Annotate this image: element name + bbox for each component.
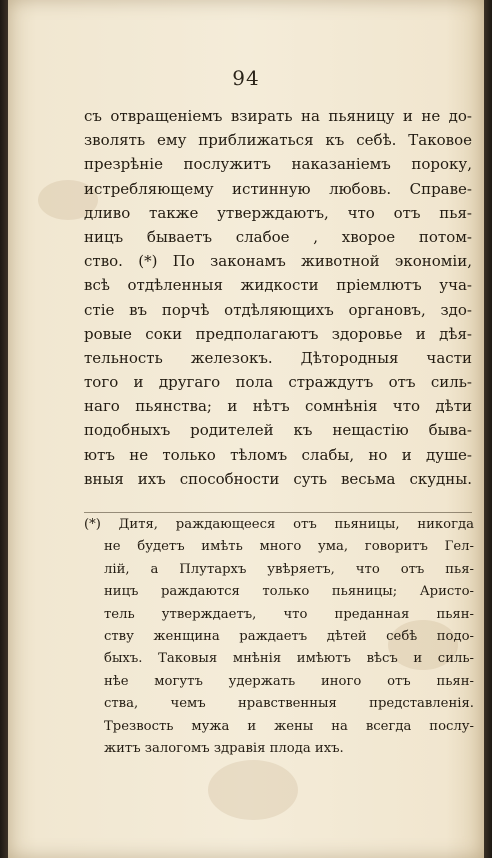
- footnote-line: быхъ. Таковыя мнѣнiя имѣютъ вѣсъ и силь-: [104, 651, 474, 667]
- footnote-line: Трезвость мужа и жены на всегда послу-: [104, 718, 474, 734]
- footnote-line: нѣе могутъ удержать иного отъ пьян-: [104, 673, 474, 689]
- text-line: подобныхъ родителей къ нещастiю быва-: [84, 421, 472, 440]
- footnote-line: не будетъ имѣть много ума, говоритъ Гел-: [104, 539, 474, 555]
- text-line: презрѣнiе послужитъ наказанiемъ пороку,: [84, 155, 472, 174]
- page-number: 94: [232, 66, 260, 90]
- text-line: вныя ихъ способности суть весьма скудны.: [84, 469, 472, 488]
- text-line: зволять ему приближаться къ себѣ. Таковое: [84, 131, 472, 150]
- footnote-divider: [84, 512, 472, 513]
- footnote-line: житъ залогомъ здравiя плода ихъ.: [104, 740, 344, 756]
- text-line: ство. (*) По законамъ животной экономiи,: [84, 252, 472, 271]
- body-text: [84, 104, 472, 491]
- footnote: [84, 514, 474, 760]
- paper-stain: [208, 760, 298, 820]
- book-spine-shadow: [0, 0, 8, 858]
- text-line: стiе въ порчѣ отдѣляющихъ органовъ, здо-: [84, 300, 472, 319]
- text-line: ютъ не только тѣломъ слабы, но и душе-: [84, 445, 472, 464]
- footnote-line: ства, чемъ нравственныя представленiя.: [104, 696, 474, 712]
- footnote-line: лiй, а Плутархъ увѣряетъ, что отъ пья-: [104, 561, 474, 577]
- page-edge-shadow: [484, 0, 492, 858]
- text-line: ровые соки предполагаютъ здоровье и дѣя-: [84, 324, 472, 343]
- text-line: истребляющему истинную любовь. Справе-: [84, 179, 472, 198]
- text-line: дливо также утверждаютъ, что отъ пья-: [84, 203, 472, 222]
- footnote-line: ству женщина раждаетъ дѣтей себѣ подо-: [104, 628, 474, 644]
- footnote-line: тель утверждаетъ, что преданная пьян-: [104, 606, 474, 622]
- text-line: наго пьянства; и нѣтъ сомнѣнiя что дѣти: [84, 397, 472, 416]
- text-line: ницъ бываетъ слабое , хворое потом-: [84, 227, 472, 246]
- footnote-line: ницъ раждаются только пьяницы; Аристо-: [104, 584, 474, 600]
- text-line: съ отвращенiемъ взирать на пьяницу и не до-: [84, 107, 472, 125]
- footnote-line: (*) Дитя, раждающееся отъ пьяницы, никогда: [84, 517, 474, 532]
- text-line: всѣ отдѣленныя жидкости прiемлютъ уча-: [84, 276, 472, 295]
- text-line: тельность железокъ. Дѣтородныя части: [84, 348, 472, 367]
- text-line: того и другаго пола страждутъ отъ силь-: [84, 373, 472, 392]
- book-page: [8, 0, 484, 858]
